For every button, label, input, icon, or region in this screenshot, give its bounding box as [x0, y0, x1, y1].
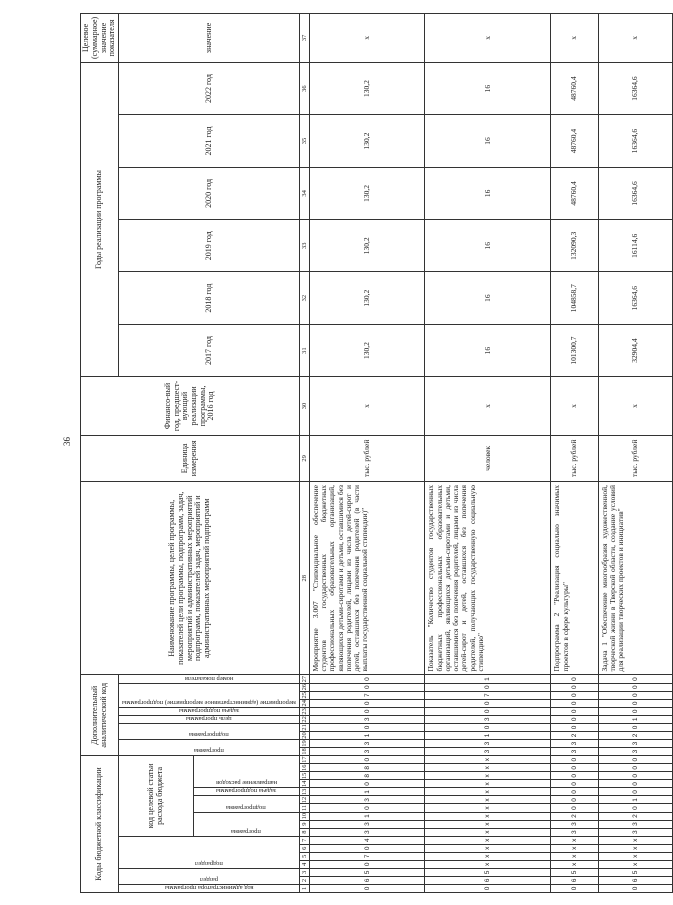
code-digit: 0: [425, 707, 551, 715]
row-year-value: 130,2: [309, 167, 424, 219]
code-digit: 6: [598, 876, 673, 884]
code-digit: 3: [425, 715, 551, 723]
row-unit: человек: [425, 435, 551, 481]
code-digit: 8: [309, 772, 424, 780]
row-year-value: 16364,6: [598, 62, 673, 114]
code-digit: 0: [598, 691, 673, 699]
row-year-value: 16114,6: [598, 220, 673, 272]
code-digit: х: [425, 836, 551, 844]
code-digit: 0: [309, 860, 424, 868]
row-name: Подпрограмма 2 "Реализация социально значимых проектов в сфере культуры": [551, 482, 598, 675]
code-digit: 3: [309, 739, 424, 747]
code-digit: 0: [425, 884, 551, 892]
col-number: 7: [299, 836, 309, 844]
code-digit: 5: [551, 868, 598, 876]
header-a-podprogramma: подпрограмма: [189, 730, 229, 738]
code-digit: 3: [309, 828, 424, 836]
code-digit: 0: [551, 707, 598, 715]
col-number: 19: [300, 740, 308, 747]
row-unit: тыс. рублей: [309, 435, 424, 481]
code-digit: 3: [309, 796, 424, 804]
row-year-value: 104858,7: [551, 272, 598, 324]
col-number: 28: [299, 482, 309, 675]
code-digit: 0: [551, 796, 598, 804]
row-year-value: 32904,4: [598, 324, 673, 376]
code-digit: х: [551, 844, 598, 852]
code-digit: 0: [598, 772, 673, 780]
row-name: Мероприятие 3.007 "Стипендиальное обеспечение студентов государственных бюджетных профессиональных образовательных организаций, являющихся детьми-сиротами и детьми, оставшимися без попечения родителей, лицами из числа детей-сирот и детей, оставшихся без попечения родителей (в части выплаты государственной социальной стипендии)": [309, 482, 424, 675]
code-digit: 3: [309, 715, 424, 723]
header-target-value: значение: [119, 14, 300, 63]
col-number: 13: [300, 788, 308, 796]
code-digit: 5: [425, 868, 551, 876]
code-digit: 0: [598, 780, 673, 788]
row-name: Показатель "Количество студентов государственных бюджетных профессиональных образовательных организаций, являющихся детьми-сиротами и детьми, оставшимися без попечения родителей, лицами из числа детей-сирот и детей, оставшихся без попечения родителей, получающих государственную социальную стипендию": [425, 482, 551, 675]
code-digit: х: [425, 820, 551, 828]
code-digit: 0: [551, 788, 598, 796]
code-digit: х: [425, 764, 551, 772]
header-napravlenie: направление расходов: [215, 779, 277, 787]
code-digit: 0: [551, 884, 598, 892]
code-digit: 8: [309, 764, 424, 772]
code-digit: 1: [598, 796, 673, 804]
row-fin-year: х: [425, 377, 551, 435]
code-digit: х: [551, 860, 598, 868]
code-digit: х: [425, 812, 551, 820]
row-target: х: [598, 14, 673, 63]
row-unit: тыс. рублей: [551, 435, 598, 481]
code-digit: х: [425, 844, 551, 852]
code-digit: 1: [425, 675, 551, 683]
code-digit: 0: [598, 756, 673, 764]
code-digit: 0: [309, 675, 424, 683]
col-number: 5: [299, 852, 309, 860]
column-number-row: [299, 14, 309, 893]
header-unit: Единица измерения: [81, 435, 300, 481]
code-digit: 0: [551, 691, 598, 699]
code-digit: 0: [309, 683, 424, 691]
code-digit: х: [425, 860, 551, 868]
code-digit: 0: [309, 884, 424, 892]
table-row: [425, 14, 551, 893]
code-digit: 3: [551, 739, 598, 747]
header-year-2018: 2018 год: [119, 272, 300, 324]
code-digit: 0: [598, 884, 673, 892]
code-digit: х: [598, 852, 673, 860]
row-year-value: 48760,4: [551, 115, 598, 167]
col-number: 34: [299, 167, 309, 219]
code-digit: 5: [309, 868, 424, 876]
col-number: 32: [299, 272, 309, 324]
code-digit: 6: [309, 876, 424, 884]
code-digit: 1: [598, 715, 673, 723]
code-digit: 0: [309, 844, 424, 852]
header-a-programma: программа: [193, 747, 224, 755]
header-codes-group: Коды бюджетной классификации: [81, 756, 119, 893]
row-year-value: 16364,6: [598, 167, 673, 219]
row-target: х: [309, 14, 424, 63]
header-year-2020: 2020 год: [119, 167, 300, 219]
code-digit: 0: [551, 715, 598, 723]
row-year-value: 101300,7: [551, 324, 598, 376]
program-table: [80, 13, 673, 893]
row-year-value: 16: [425, 62, 551, 114]
col-number: 15: [300, 772, 308, 780]
code-digit: 0: [551, 804, 598, 812]
col-number: 33: [299, 220, 309, 272]
code-digit: 2: [598, 731, 673, 739]
table-row: [598, 14, 673, 893]
col-number: 24: [300, 700, 308, 707]
row-year-value: 48760,4: [551, 167, 598, 219]
header-analytic-group: Дополнительный аналитический код: [81, 675, 119, 756]
row-fin-year: х: [309, 377, 424, 435]
col-number: 31: [299, 324, 309, 376]
col-number: 11: [300, 804, 308, 812]
table-row: [309, 14, 424, 893]
col-number: 6: [299, 844, 309, 852]
col-number: 25: [300, 691, 308, 699]
table-container: [80, 13, 640, 893]
code-digit: 3: [598, 820, 673, 828]
col-number: 37: [299, 14, 309, 63]
col-number: 35: [299, 115, 309, 167]
code-digit: 7: [425, 691, 551, 699]
row-year-value: 16364,6: [598, 272, 673, 324]
code-digit: 0: [551, 723, 598, 731]
code-digit: 0: [309, 804, 424, 812]
code-digit: 3: [309, 820, 424, 828]
code-digit: 0: [598, 723, 673, 731]
row-target: х: [425, 14, 551, 63]
code-digit: 3: [425, 739, 551, 747]
col-number: 9: [299, 820, 309, 828]
col-number: 1: [299, 884, 309, 892]
code-digit: 0: [425, 699, 551, 707]
code-digit: 0: [598, 675, 673, 683]
header-year-2017: 2017 год: [119, 324, 300, 376]
code-digit: 6: [425, 876, 551, 884]
code-digit: 3: [598, 828, 673, 836]
code-digit: 0: [598, 707, 673, 715]
header-podprogramma: подпрограмма: [226, 803, 267, 811]
header-zadacha: задача подпрограммы: [216, 787, 277, 795]
code-digit: 0: [309, 707, 424, 715]
code-digit: 3: [598, 739, 673, 747]
code-digit: 0: [425, 723, 551, 731]
code-digit: 0: [551, 683, 598, 691]
code-digit: 2: [551, 812, 598, 820]
code-digit: х: [551, 836, 598, 844]
col-number: 14: [300, 780, 308, 788]
col-number: 26: [300, 683, 308, 691]
row-fin-year: х: [551, 377, 598, 435]
code-digit: х: [425, 780, 551, 788]
code-digit: 0: [309, 723, 424, 731]
col-number: 2: [299, 876, 309, 884]
code-digit: 1: [309, 812, 424, 820]
code-digit: х: [598, 836, 673, 844]
header-name: Наименование программы, целей программы, показателей цели программы, подпрограмм, задач, мероприятий и административных мероприятий подпрограмм, показателей задач, мероприятий и административных мероприятий подпрограмм: [81, 482, 300, 675]
header-a-pokazatel: номер показателя: [184, 674, 234, 682]
code-digit: 4: [309, 836, 424, 844]
code-digit: х: [425, 828, 551, 836]
header-razdel: раздел: [199, 875, 218, 883]
col-number: 18: [300, 748, 308, 755]
code-digit: 1: [425, 731, 551, 739]
row-target: х: [551, 14, 598, 63]
code-digit: 0: [598, 699, 673, 707]
col-number: 10: [300, 812, 308, 820]
code-digit: 0: [598, 683, 673, 691]
code-digit: 0: [551, 675, 598, 683]
code-digit: 2: [551, 731, 598, 739]
col-number: 29: [299, 435, 309, 481]
header-years-group: Годы реализации программы: [81, 62, 119, 376]
code-digit: 3: [551, 820, 598, 828]
code-digit: 0: [551, 699, 598, 707]
header-target-article: код целевой статьи расхода бюджета: [119, 756, 194, 837]
col-number: 17: [300, 756, 308, 763]
code-digit: 0: [598, 804, 673, 812]
col-number: 23: [300, 708, 308, 715]
code-digit: 6: [551, 876, 598, 884]
row-year-value: 16364,6: [598, 115, 673, 167]
col-number: 16: [300, 764, 308, 772]
row-year-value: 130,2: [309, 115, 424, 167]
code-digit: 0: [598, 764, 673, 772]
col-number: 30: [299, 377, 309, 435]
row-year-value: 130,2: [309, 324, 424, 376]
row-year-value: 130,2: [309, 62, 424, 114]
row-unit: тыс. рублей: [598, 435, 673, 481]
row-name: Задача 1 "Обеспечение многообразия художественной, творческой жизни в Тверской области, создание условий для реализации творческих проектов и инициатив": [598, 482, 673, 675]
row-year-value: 132090,3: [551, 220, 598, 272]
header-fin-year: Финансо-вый год, предшест-вующий реализации программы, 2016 год: [81, 377, 300, 435]
code-digit: 0: [598, 788, 673, 796]
code-digit: 0: [309, 780, 424, 788]
code-digit: 1: [309, 788, 424, 796]
table-body: [309, 14, 673, 893]
code-digit: х: [425, 796, 551, 804]
code-digit: 3: [425, 748, 551, 756]
code-digit: х: [425, 788, 551, 796]
code-digit: 3: [551, 828, 598, 836]
header-year-2021: 2021 год: [119, 115, 300, 167]
code-digit: 7: [309, 691, 424, 699]
col-number: 20: [300, 732, 308, 739]
header-a-meropriyatie: мероприятие (административное мероприятие) подпрограммы: [122, 698, 296, 706]
row-year-value: 16: [425, 324, 551, 376]
row-year-value: 130,2: [309, 220, 424, 272]
code-digit: х: [551, 852, 598, 860]
code-digit: 0: [425, 683, 551, 691]
code-digit: х: [598, 860, 673, 868]
page-number: 36: [62, 437, 72, 446]
header-podrazdel: подраздел: [194, 859, 223, 867]
code-digit: х: [425, 772, 551, 780]
col-number: 27: [300, 675, 308, 683]
code-digit: х: [425, 804, 551, 812]
header-a-cel: цель программы: [186, 714, 232, 722]
code-digit: 3: [309, 748, 424, 756]
col-number: 12: [300, 796, 308, 804]
code-digit: 0: [551, 780, 598, 788]
code-digit: х: [425, 852, 551, 860]
row-year-value: 48760,4: [551, 62, 598, 114]
header-programma: программа: [231, 827, 262, 835]
col-number: 22: [300, 716, 308, 723]
code-digit: 3: [598, 748, 673, 756]
col-number: 21: [300, 724, 308, 731]
header-a-zadacha: задача подпрограммы: [178, 706, 240, 714]
code-digit: 5: [598, 868, 673, 876]
col-number: 3: [299, 868, 309, 876]
code-digit: 7: [309, 852, 424, 860]
code-digit: 0: [309, 699, 424, 707]
row-year-value: 16: [425, 167, 551, 219]
col-number: 4: [299, 860, 309, 868]
row-year-value: 16: [425, 115, 551, 167]
header-target-group: Целевое (суммарное) значение показателя: [81, 14, 119, 63]
header-year-2022: 2022 год: [119, 62, 300, 114]
code-digit: 2: [598, 812, 673, 820]
code-digit: х: [598, 844, 673, 852]
code-digit: 3: [551, 748, 598, 756]
row-year-value: 130,2: [309, 272, 424, 324]
col-number: 8: [299, 828, 309, 836]
header-year-2019: 2019 год: [119, 220, 300, 272]
code-digit: 0: [551, 772, 598, 780]
row-fin-year: х: [598, 377, 673, 435]
col-number: 36: [299, 62, 309, 114]
code-digit: 1: [309, 731, 424, 739]
code-digit: х: [425, 756, 551, 764]
rotated-page: [80, 13, 640, 893]
code-digit: 0: [551, 756, 598, 764]
row-year-value: 16: [425, 272, 551, 324]
code-digit: 0: [551, 764, 598, 772]
table-row: [551, 14, 598, 893]
row-year-value: 16: [425, 220, 551, 272]
code-digit: 0: [309, 756, 424, 764]
header-admin-code: код администратора программы: [164, 884, 254, 891]
